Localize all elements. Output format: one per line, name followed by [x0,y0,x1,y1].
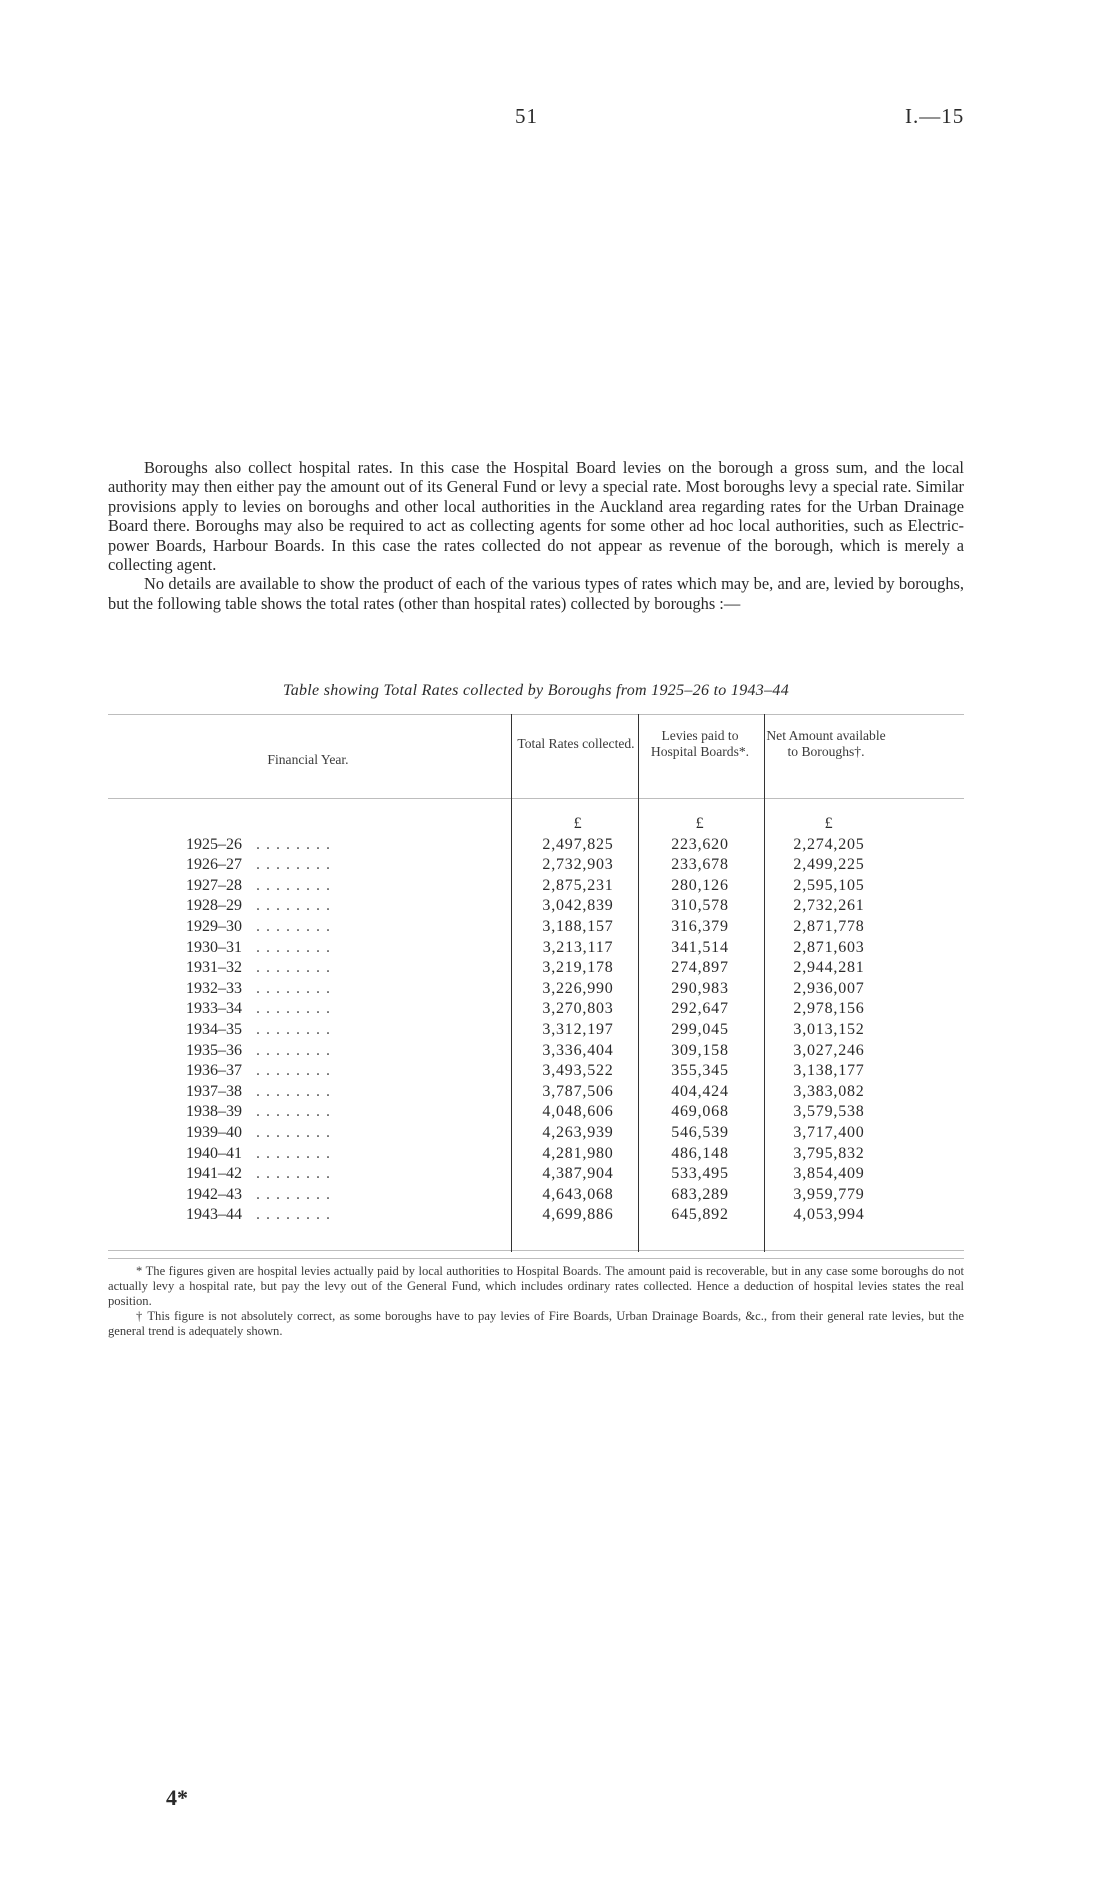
net-amount: 2,944,281 [793,959,865,977]
hospital-levies: 355,345 [671,1062,729,1080]
net-amount: 3,795,832 [793,1144,865,1162]
hospital-levies: 280,126 [671,876,729,894]
total-rates: 3,226,990 [542,979,614,997]
document-reference: I.—15 [905,104,965,128]
leader-dots: . . . . . . . . [256,1082,331,1100]
leader-dots: . . . . . . . . [256,1185,331,1203]
table-row [108,855,964,876]
financial-year: 1936–37 [186,1062,242,1080]
table-row [108,896,964,917]
net-amount: 3,854,409 [793,1165,865,1183]
financial-year: 1933–34 [186,1000,242,1018]
leader-dots: . . . . . . . . [256,959,331,977]
table-row [108,1164,964,1185]
hospital-levies: 645,892 [671,1206,729,1224]
hospital-levies: 546,539 [671,1123,729,1141]
total-rates: 3,270,803 [542,1000,614,1018]
footnote-rule [108,1258,964,1259]
unit-net: £ [824,815,834,832]
financial-year: 1937–38 [186,1082,242,1100]
hospital-levies: 341,514 [671,938,729,956]
header-bottom-rule [108,798,964,799]
financial-year: 1943–44 [186,1206,242,1224]
hospital-levies: 309,158 [671,1041,729,1059]
net-amount: 3,959,779 [793,1185,865,1203]
total-rates: 3,213,117 [542,938,614,956]
total-rates: 3,493,522 [542,1062,614,1080]
leader-dots: . . . . . . . . [256,835,331,853]
leader-dots: . . . . . . . . [256,1206,331,1224]
table-row [108,1205,964,1226]
table-row [108,1144,964,1165]
hospital-levies: 292,647 [671,1000,729,1018]
hospital-levies: 274,897 [671,959,729,977]
hospital-levies: 233,678 [671,856,729,874]
leader-dots: . . . . . . . . [256,856,331,874]
table-row [108,938,964,959]
hospital-levies: 404,424 [671,1082,729,1100]
financial-year: 1925–26 [186,835,242,853]
page-number: 51 [515,104,538,128]
table-row [108,917,964,938]
net-amount: 3,717,400 [793,1123,865,1141]
financial-year: 1942–43 [186,1185,242,1203]
table-row [108,1102,964,1123]
table-row [108,1041,964,1062]
hospital-levies: 223,620 [671,835,729,853]
total-rates: 4,048,606 [542,1103,614,1121]
total-rates: 3,787,506 [542,1082,614,1100]
total-rates: 2,732,903 [542,856,614,874]
footnote-net-amount: † This figure is not absolutely correct, as some boroughs have to pay levies of Fire Boards, Urban Drainage Boards, &c., from their general rate levies, but the general trend is adequately shown. [108,1309,964,1338]
total-rates: 3,188,157 [542,917,614,935]
leader-dots: . . . . . . . . [256,1020,331,1038]
unit-row [108,814,964,835]
table-bottom-rule [108,1250,964,1251]
net-amount: 2,978,156 [793,1000,865,1018]
table-row [108,1020,964,1041]
financial-year: 1926–27 [186,856,242,874]
net-amount: 2,274,205 [793,835,865,853]
financial-year: 1932–33 [186,979,242,997]
total-rates: 3,336,404 [542,1041,614,1059]
total-rates: 3,219,178 [542,959,614,977]
hospital-levies: 316,379 [671,917,729,935]
leader-dots: . . . . . . . . [256,938,331,956]
leader-dots: . . . . . . . . [256,897,331,915]
table-caption: Table showing Total Rates collected by Boroughs from 1925–26 to 1943–44 [282,682,790,699]
header-financial-year: Financial Year. [267,752,349,767]
hospital-levies: 533,495 [671,1165,729,1183]
total-rates: 2,497,825 [542,835,614,853]
table-row [108,835,964,856]
net-amount: 2,499,225 [793,856,865,874]
leader-dots: . . . . . . . . [256,876,331,894]
financial-year: 1928–29 [186,897,242,915]
financial-year: 1940–41 [186,1144,242,1162]
financial-year: 1941–42 [186,1165,242,1183]
hospital-levies: 299,045 [671,1020,729,1038]
leader-dots: . . . . . . . . [256,1123,331,1141]
total-rates: 3,312,197 [542,1020,614,1038]
hospital-levies: 290,983 [671,979,729,997]
header-hospital-levies: Levies paid to Hospital Boards*. [650,728,750,759]
net-amount: 3,383,082 [793,1082,865,1100]
hospital-levies: 469,068 [671,1103,729,1121]
total-rates: 4,699,886 [542,1206,614,1224]
table-row [108,979,964,1000]
table-top-rule [108,714,964,715]
leader-dots: . . . . . . . . [256,1041,331,1059]
net-amount: 3,138,177 [793,1062,865,1080]
header-net-amount: Net Amount available to Boroughs†. [766,728,886,759]
header-total-rates: Total Rates collected. [517,736,635,751]
net-amount: 3,013,152 [793,1020,865,1038]
table-row [108,1082,964,1103]
financial-year: 1927–28 [186,876,242,894]
financial-year: 1931–32 [186,959,242,977]
table-row [108,876,964,897]
net-amount: 2,595,105 [793,876,865,894]
financial-year: 1929–30 [186,917,242,935]
table-row [108,1185,964,1206]
net-amount: 2,871,603 [793,938,865,956]
rates-table [108,714,964,1252]
leader-dots: . . . . . . . . [256,1144,331,1162]
leader-dots: . . . . . . . . [256,1103,331,1121]
footnotes [108,1264,964,1339]
total-rates: 4,263,939 [542,1123,614,1141]
financial-year: 1934–35 [186,1020,242,1038]
body-text [108,458,964,613]
unit-levies: £ [695,815,705,832]
financial-year: 1939–40 [186,1123,242,1141]
total-rates: 4,281,980 [542,1144,614,1162]
net-amount: 2,936,007 [793,979,865,997]
hospital-levies: 310,578 [671,897,729,915]
footnote-hospital-levies: * The figures given are hospital levies actually paid by local authorities to Hospital Boards. The amount paid is recoverable, but in any case some boroughs do not actually levy a hospital rate, but pay the levy out of the General Fund, which includes ordinary rates collected. Hence a deduction of hospital levies states the real position. [108,1264,964,1308]
total-rates: 4,643,068 [542,1185,614,1203]
leader-dots: . . . . . . . . [256,917,331,935]
net-amount: 2,871,778 [793,917,865,935]
table-body [108,814,964,1226]
table-row [108,1061,964,1082]
leader-dots: . . . . . . . . [256,1062,331,1080]
signature-mark: 4* [166,1785,188,1810]
unit-total: £ [573,815,583,832]
paragraph-hospital-rates: Boroughs also collect hospital rates. In this case the Hospital Board levies on the borough a gross sum, and the local authority may then either pay the amount out of its General Fund or levy a special rate. Most boroughs levy a special rate. Similar provisions apply to levies on boroughs and other local authorities in the Auckland area regarding rates for the Urban Drainage Board there. Boroughs may also be required to act as collecting agents for some other ad hoc local authorities, such as Electric-power Boards, Harbour Boards. In this case the rates collected do not appear as revenue of the borough, which is merely a collecting agent. [108,458,964,575]
hospital-levies: 486,148 [671,1144,729,1162]
table-row [108,958,964,979]
hospital-levies: 683,289 [671,1185,729,1203]
net-amount: 3,027,246 [793,1041,865,1059]
leader-dots: . . . . . . . . [256,1165,331,1183]
total-rates: 3,042,839 [542,897,614,915]
financial-year: 1935–36 [186,1041,242,1059]
total-rates: 2,875,231 [542,876,614,894]
leader-dots: . . . . . . . . [256,979,331,997]
net-amount: 3,579,538 [793,1103,865,1121]
net-amount: 2,732,261 [793,897,865,915]
leader-dots: . . . . . . . . [256,1000,331,1018]
net-amount: 4,053,994 [793,1206,865,1224]
financial-year: 1930–31 [186,938,242,956]
table-row [108,999,964,1020]
financial-year: 1938–39 [186,1103,242,1121]
table-row [108,1123,964,1144]
paragraph-rates-table-intro: No details are available to show the product of each of the various types of rates which may be, and are, levied by boroughs, but the following table shows the total rates (other than hospital rates) collected by boroughs :— [108,574,964,613]
total-rates: 4,387,904 [542,1165,614,1183]
